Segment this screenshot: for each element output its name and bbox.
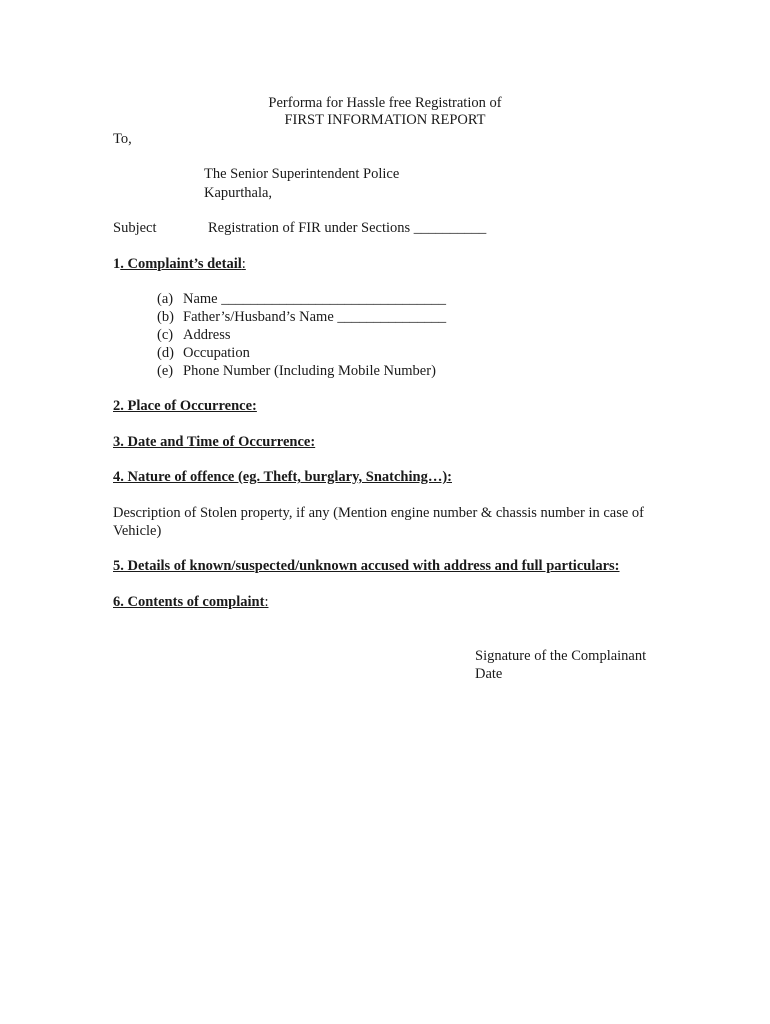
subject-label: Subject: [113, 220, 157, 236]
section-place-of-occurrence: 2. Place of Occurrence:: [113, 398, 257, 414]
field-label: Father’s/Husband’s Name _______________: [183, 309, 447, 325]
section-title: . Complaint’s detail: [120, 256, 242, 272]
list-marker: (b): [157, 309, 174, 325]
field-occupation: [157, 344, 250, 362]
field-father-husband-name: [157, 308, 446, 326]
list-marker: (a): [157, 291, 174, 307]
field-label: Address: [183, 327, 231, 343]
signature-label: Signature of the Complainant: [475, 648, 647, 664]
field-address: [157, 326, 231, 344]
addressee-to: To,: [113, 131, 132, 147]
section-accused-details: 5. Details of known/suspected/unknown accused with address and full particulars:: [113, 558, 620, 574]
field-phone-number: [157, 362, 436, 380]
field-name: [157, 290, 446, 308]
field-label: Name _______________________________: [183, 291, 446, 307]
section-nature-of-offence: 4. Nature of offence (eg. Theft, burglary, Snatching…):: [113, 469, 452, 485]
section-complaint-detail-heading: [113, 255, 246, 273]
section-contents-of-complaint: [113, 593, 268, 611]
field-label: Occupation: [183, 345, 250, 361]
section-title: 6. Contents of complaint: [113, 594, 265, 610]
list-marker: (c): [157, 327, 174, 343]
list-marker: (d): [157, 345, 174, 361]
date-label: Date: [475, 666, 503, 682]
stolen-property-description: Description of Stolen property, if any (Mention engine number & chassis number in case of Vehicle): [113, 505, 644, 539]
form-heading-line1: Performa for Hassle free Registration of: [268, 95, 502, 111]
list-marker: (e): [157, 363, 174, 379]
section-number: 1: [113, 256, 121, 272]
addressee-location: Kapurthala,: [204, 185, 273, 201]
section-colon: :: [241, 256, 246, 272]
field-label: Phone Number (Including Mobile Number): [183, 363, 436, 379]
subject-text: Registration of FIR under Sections __________: [208, 220, 487, 236]
section-date-time-of-occurrence: 3. Date and Time of Occurrence:: [113, 434, 316, 450]
form-heading-line2: FIRST INFORMATION REPORT: [284, 112, 486, 128]
addressee-recipient: The Senior Superintendent Police: [204, 166, 400, 182]
section-colon: :: [264, 594, 269, 610]
